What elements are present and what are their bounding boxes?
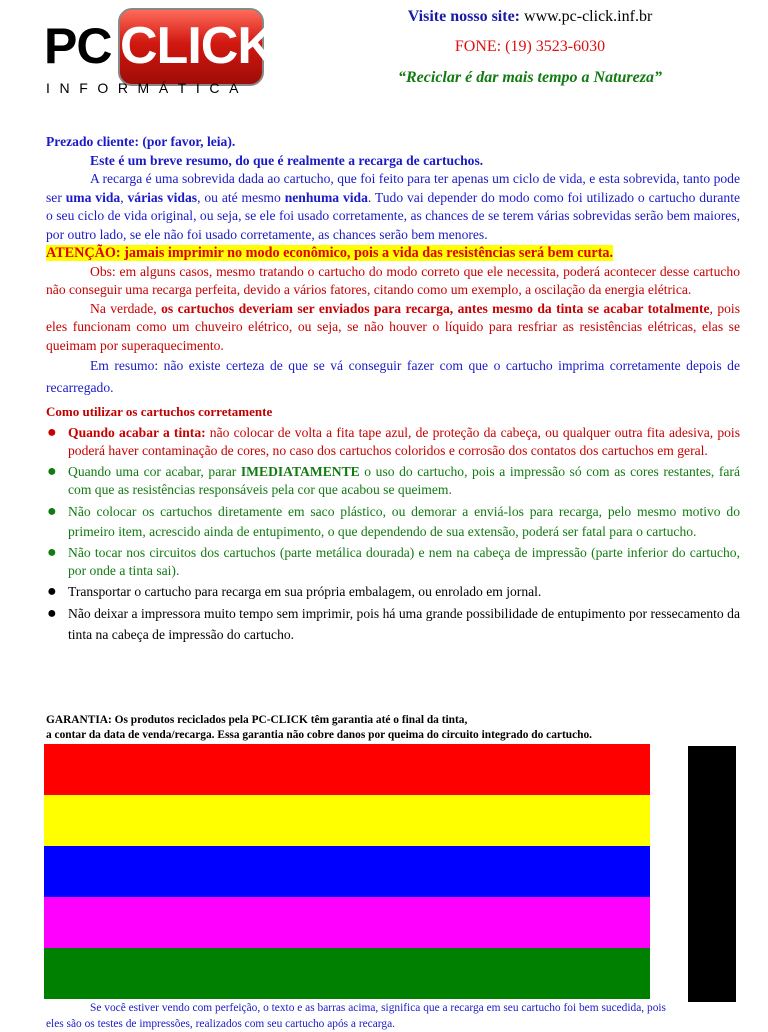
list-item (46, 544, 740, 581)
bullet-icon: ● (47, 462, 57, 480)
color-bar-4 (44, 897, 650, 948)
logo-click-badge (118, 8, 274, 86)
text-bold: IMEDIATAMENTE (240, 463, 360, 479)
site-line (320, 8, 740, 26)
text-bold: nenhuma vida (284, 189, 368, 205)
warning-text: ATENÇÃO: jamais imprimir no modo econômico, pois a vida das resistências será bem curta. (46, 245, 614, 261)
text-span: Na verdade, (90, 300, 162, 316)
list-item (46, 502, 740, 542)
text-span: Não deixar a impressora muito tempo sem imprimir, pois há uma grande possibilidade de entupimento por ressecamento da tinta na cabeça de impressão do cartucho. (68, 606, 740, 642)
bullet-icon: ● (47, 543, 57, 561)
text-bold: várias vidas (127, 189, 198, 205)
color-bar-1 (44, 744, 650, 795)
bullet-icon: ● (47, 502, 57, 520)
color-bar-5 (44, 948, 650, 999)
color-bar-3 (44, 846, 650, 897)
paragraph-obs: Obs: em alguns casos, mesmo tratando o cartucho do modo correto que ele necessita, poderá acontecer desse cartucho não conseguir uma recarga perfeita, devido a vários fatores, citando como um exemplo, a oscilação da energia elétrica. (46, 263, 740, 297)
color-bar-2 (44, 795, 650, 846)
list-item (46, 463, 740, 500)
logo-click-text: CLICK (120, 17, 274, 75)
list-item (46, 603, 740, 645)
text-span: , pois eles funcionam como um chuveiro elétrico, ou seja, se não houver o líquido para resfriar as resistências elétricas, elas se queimam por superaquecimento. (46, 300, 740, 353)
paragraph-resumo: Em resumo: não existe certeza de que se vá conseguir fazer com que o cartucho imprima corretamente depois de recarregado. (46, 358, 740, 395)
footer-note (46, 1000, 666, 1032)
text-span: Não tocar nos circuitos dos cartuchos (parte metálica dourada) e nem na cabeça de impressão (parte inferior do cartucho, por onde a tinta sai). (68, 544, 740, 578)
document-body (46, 133, 740, 645)
text-span: Não colocar os cartuchos diretamente em saco plástico, ou demorar a enviá-los para recarga, pelo mesmo motivo do primeiro item, acrescido ainda de entupimento, o que dependendo de sua extensão, poderá ser fatal para o cartucho. (68, 503, 740, 539)
paragraph-na-verdade (46, 300, 740, 356)
logo-pc-text: PC (44, 18, 112, 74)
text-bold: uma vida (65, 189, 121, 205)
warning-line (46, 244, 740, 263)
greeting: Prezado cliente: (por favor, leia). (46, 134, 236, 149)
guarantee-notice (46, 713, 726, 743)
list-item (46, 583, 740, 602)
footer-text: Se você estiver vendo com perfeição, o texto e as barras acima, significa que a recarga em seu cartucho foi bem sucedida, pois eles são os testes de impressões, realizados com seu cartucho após a recarga. (46, 1002, 666, 1030)
text-span: . Tudo vai depender do modo como foi utilizado o cartucho durante o seu ciclo de vida original, ou seja, se ele foi usado corretamente, as chances de se terem várias sobrevidas serão bem maiores, por outro lado, se ele não foi usado corretamente, as chances serão bem menores. (46, 189, 741, 242)
pc-click-logo (44, 6, 274, 98)
bullet-icon: ● (47, 423, 57, 441)
text-span: A recarga é uma sobrevida dada ao cartucho, que foi feito para ter apenas um ciclo de vida, e esta sobrevida, tanto pode ser (46, 171, 740, 205)
bullet-icon: ● (47, 582, 57, 600)
text-span: , (120, 189, 128, 205)
usage-list (46, 424, 740, 646)
text-span: Quando uma cor acabar, parar (68, 463, 241, 479)
slogan: “Reciclar é dar mais tempo a Natureza” (398, 69, 662, 86)
color-test-bars (44, 744, 650, 999)
phone-line: FONE: (19) 3523-6030 (454, 38, 606, 55)
paragraph-recarga (46, 170, 740, 244)
site-url[interactable]: www.pc-click.inf.br (524, 8, 653, 25)
site-label: Visite nosso site: (407, 8, 521, 25)
text-bold: Quando acabar a tinta: (68, 424, 206, 440)
bullet-icon: ● (47, 605, 57, 622)
usage-heading: Como utilizar os cartuchos corretamente (46, 404, 273, 419)
text-span: , ou até mesmo (197, 189, 285, 205)
text-span: o uso do cartucho, pois a impressão só com as cores restantes, fará com que as resistências responsáveis pela cor que acabou se queimem. (68, 463, 740, 497)
guarantee-line-1: GARANTIA: Os produtos reciclados pela PC-CLICK têm garantia até o final da tinta, (46, 714, 468, 726)
text-span: Transportar o cartucho para recarga em sua própria embalagem, ou enrolado em jornal. (68, 583, 542, 599)
logo-subtitle: INFORMÁTICA (46, 80, 249, 96)
list-item (46, 424, 740, 461)
text-span: não colocar de volta a fita tape azul, de proteção da cabeça, ou qualquer outra fita adesiva, pois poderá haver contaminação de cores, no caso dos cartuchos coloridos e corrosão dos contatos dos cartuchos em geral. (68, 424, 740, 458)
text-bold: os cartuchos deveriam ser enviados para recarga, antes mesmo da tinta se acabar totalmente (161, 300, 710, 316)
guarantee-line-2: a contar da data de venda/recarga. Essa garantia não cobre danos por queima do circuito integrado do cartucho. (46, 729, 593, 741)
summary-line: Este é um breve resumo, do que é realmente a recarga de cartuchos. (90, 152, 484, 168)
black-test-bar (688, 746, 736, 1002)
